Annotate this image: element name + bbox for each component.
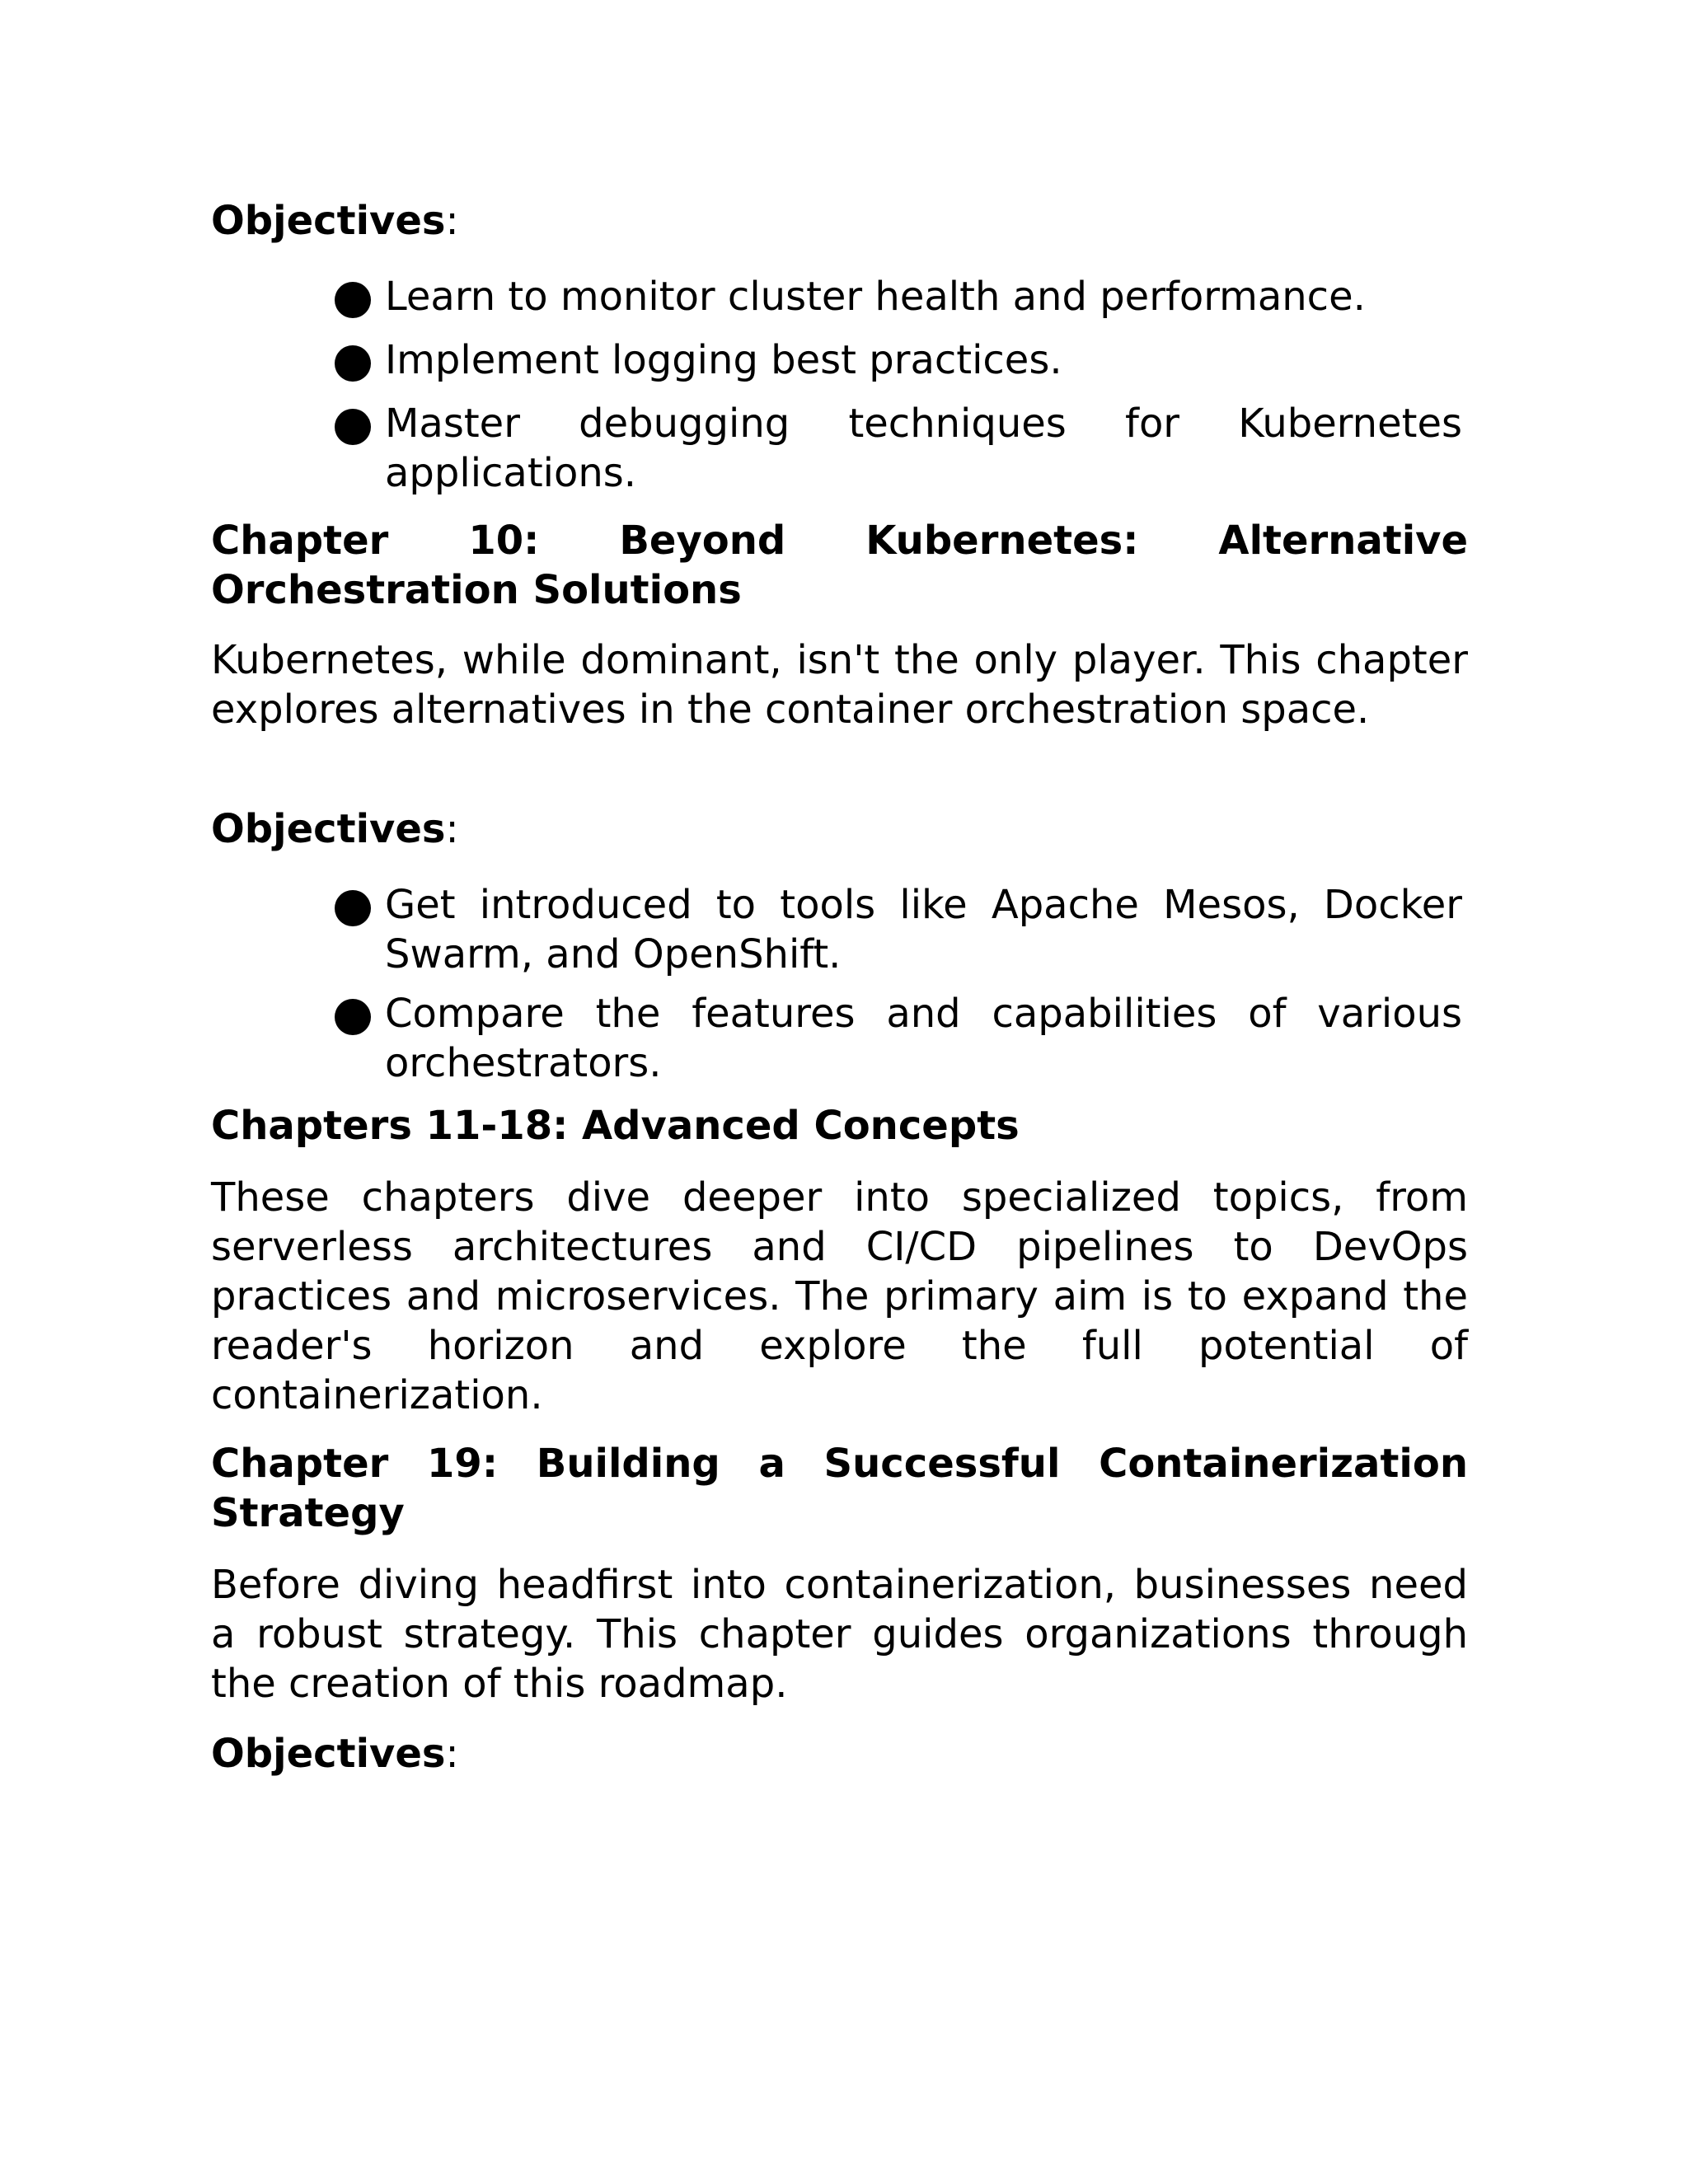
bullet-icon <box>335 890 371 926</box>
objectives-colon: : <box>445 806 459 852</box>
objectives-label: Objectives <box>211 806 446 852</box>
objectives-colon: : <box>445 1731 459 1777</box>
chapter-heading: Chapter 19: Building a Successful Containerization Strategy <box>211 1441 1468 1536</box>
objectives-heading <box>211 1729 1468 1779</box>
list-item-text: Implement logging best practices. <box>385 337 1062 383</box>
chapter-heading: Chapters 11-18: Advanced Concepts <box>211 1103 1020 1149</box>
objectives-heading <box>211 196 1468 246</box>
objectives-heading <box>211 804 1468 854</box>
objectives-label: Objectives <box>211 1731 446 1777</box>
list-item-text: Learn to monitor cluster health and performance. <box>385 274 1366 320</box>
bullet-icon <box>335 282 371 318</box>
objectives-colon: : <box>445 198 459 244</box>
bullet-icon <box>335 409 371 445</box>
chapter-paragraph: Kubernetes, while dominant, isn't the only player. This chapter explores alternatives in the container orchestration space. <box>211 637 1468 733</box>
chapter-paragraph: Before diving headfirst into containerization, businesses need a robust strategy. This chapter guides organizations through the creation of this roadmap. <box>211 1562 1468 1707</box>
list-item-text: Compare the features and capabilities of various orchestrators. <box>385 991 1462 1086</box>
bullet-icon <box>335 345 371 382</box>
chapter-paragraph: These chapters dive deeper into specialized topics, from serverless architectures and CI/CD pipelines to DevOps practices and microservices. The primary aim is to expand the reader's horizon and explore the full potential of containerization. <box>211 1174 1468 1418</box>
chapter-heading: Chapter 10: Beyond Kubernetes: Alternative Orchestration Solutions <box>211 518 1468 613</box>
list-item-text: Get introduced to tools like Apache Mesos, Docker Swarm, and OpenShift. <box>385 882 1462 977</box>
objectives-label: Objectives <box>211 198 446 244</box>
bullet-icon <box>335 999 371 1035</box>
list-item-text: Master debugging techniques for Kubernetes applications. <box>385 401 1462 496</box>
